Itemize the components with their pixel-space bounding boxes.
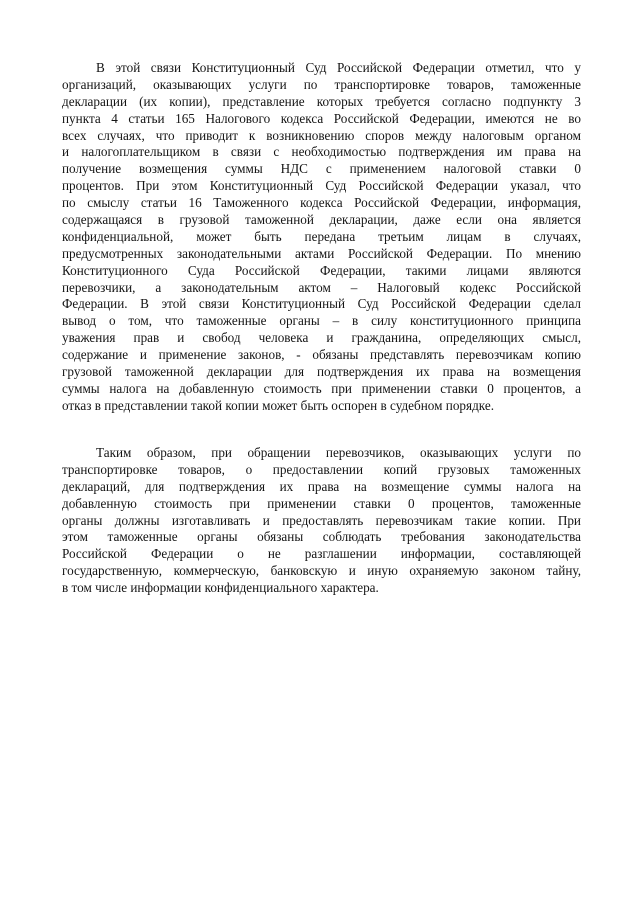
paragraph-line: получение возмещения суммы НДС с применением налоговой ставки 0 xyxy=(62,161,581,177)
paragraph-line: Конституционного Суда Российской Федерации, такими лицами являются xyxy=(62,262,581,278)
paragraph-line: процентов. При этом Конституционный Суд Российской Федерации указал, что xyxy=(62,178,581,194)
paragraph-line: в том числе информации конфиденциального характера. xyxy=(62,580,379,596)
paragraph-line: транспортировке товаров, о предоставлении копий грузовых таможенных xyxy=(62,461,581,477)
paragraph-line: и налогоплательщиком в связи с необходимостью подтверждения им права на xyxy=(62,144,581,160)
paragraph-line: грузовой таможенной декларации для подтверждения их права на возмещения xyxy=(62,364,581,380)
paragraph-2 xyxy=(62,445,581,597)
paragraph-line: деклараций, для подтверждения их права на возмещение суммы налога на xyxy=(62,478,581,494)
paragraph-line: перевозчики, а законодательным актом – Налоговый кодекс Российской xyxy=(62,279,581,295)
paragraph-line: Таким образом, при обращении перевозчиков, оказывающих услуги по xyxy=(96,445,581,460)
paragraph-line: предусмотренных законодательными актами Российской Федерации. По мнению xyxy=(62,245,581,261)
paragraph-line: суммы налога на добавленную стоимость при применении ставки 0 процентов, а xyxy=(62,380,581,396)
paragraph-line: содержащаяся в грузовой таможенной декларации, даже если она является xyxy=(62,212,581,228)
paragraph-line: организаций, оказывающих услуги по транспортировке товаров, таможенные xyxy=(62,76,581,92)
paragraph-line: содержание и применение законов, - обязаны представлять перевозчикам копию xyxy=(62,347,581,363)
paragraph-line: государственную, коммерческую, банковскую и иную охраняемую законом тайну, xyxy=(62,563,581,579)
paragraph-line: Российской Федерации о не разглашении информации, составляющей xyxy=(62,546,581,562)
paragraph-line: Федерации. В этой связи Конституционный Суд Российской Федерации сделал xyxy=(62,296,581,312)
paragraph-line: органы должны изготавливать и предоставлять перевозчикам такие копии. При xyxy=(62,512,581,528)
paragraph-line: пункта 4 статьи 165 Налогового кодекса Российской Федерации, имеются не во xyxy=(62,110,581,126)
paragraph-line: отказ в представлении такой копии может быть оспорен в судебном порядке. xyxy=(62,397,495,413)
paragraph-line: по смыслу статьи 16 Таможенного кодекса Российской Федерации, информация, xyxy=(62,195,581,211)
paragraph-line: конфиденциальной, может быть передана третьим лицам в случаях, xyxy=(62,228,581,244)
paragraph-line: вывод о том, что таможенные органы – в силу конституционного принципа xyxy=(62,313,581,329)
paragraph-line: всех случаях, что приводит к возникновению споров между налоговым органом xyxy=(62,127,581,143)
paragraph-line: уважения прав и свобод человека и гражданина, определяющих смысл, xyxy=(62,330,581,346)
paragraph-line: этом таможенные органы обязаны соблюдать требования законодательства xyxy=(62,529,581,545)
paragraph-line: добавленную стоимость при применении ставки 0 процентов, таможенные xyxy=(62,495,581,511)
paragraph-line: декларации (их копии), представление которых требуется согласно подпункту 3 xyxy=(62,93,581,109)
paragraph-line: В этой связи Конституционный Суд Российской Федерации отметил, что у xyxy=(96,60,581,75)
paragraph-1 xyxy=(62,60,581,415)
